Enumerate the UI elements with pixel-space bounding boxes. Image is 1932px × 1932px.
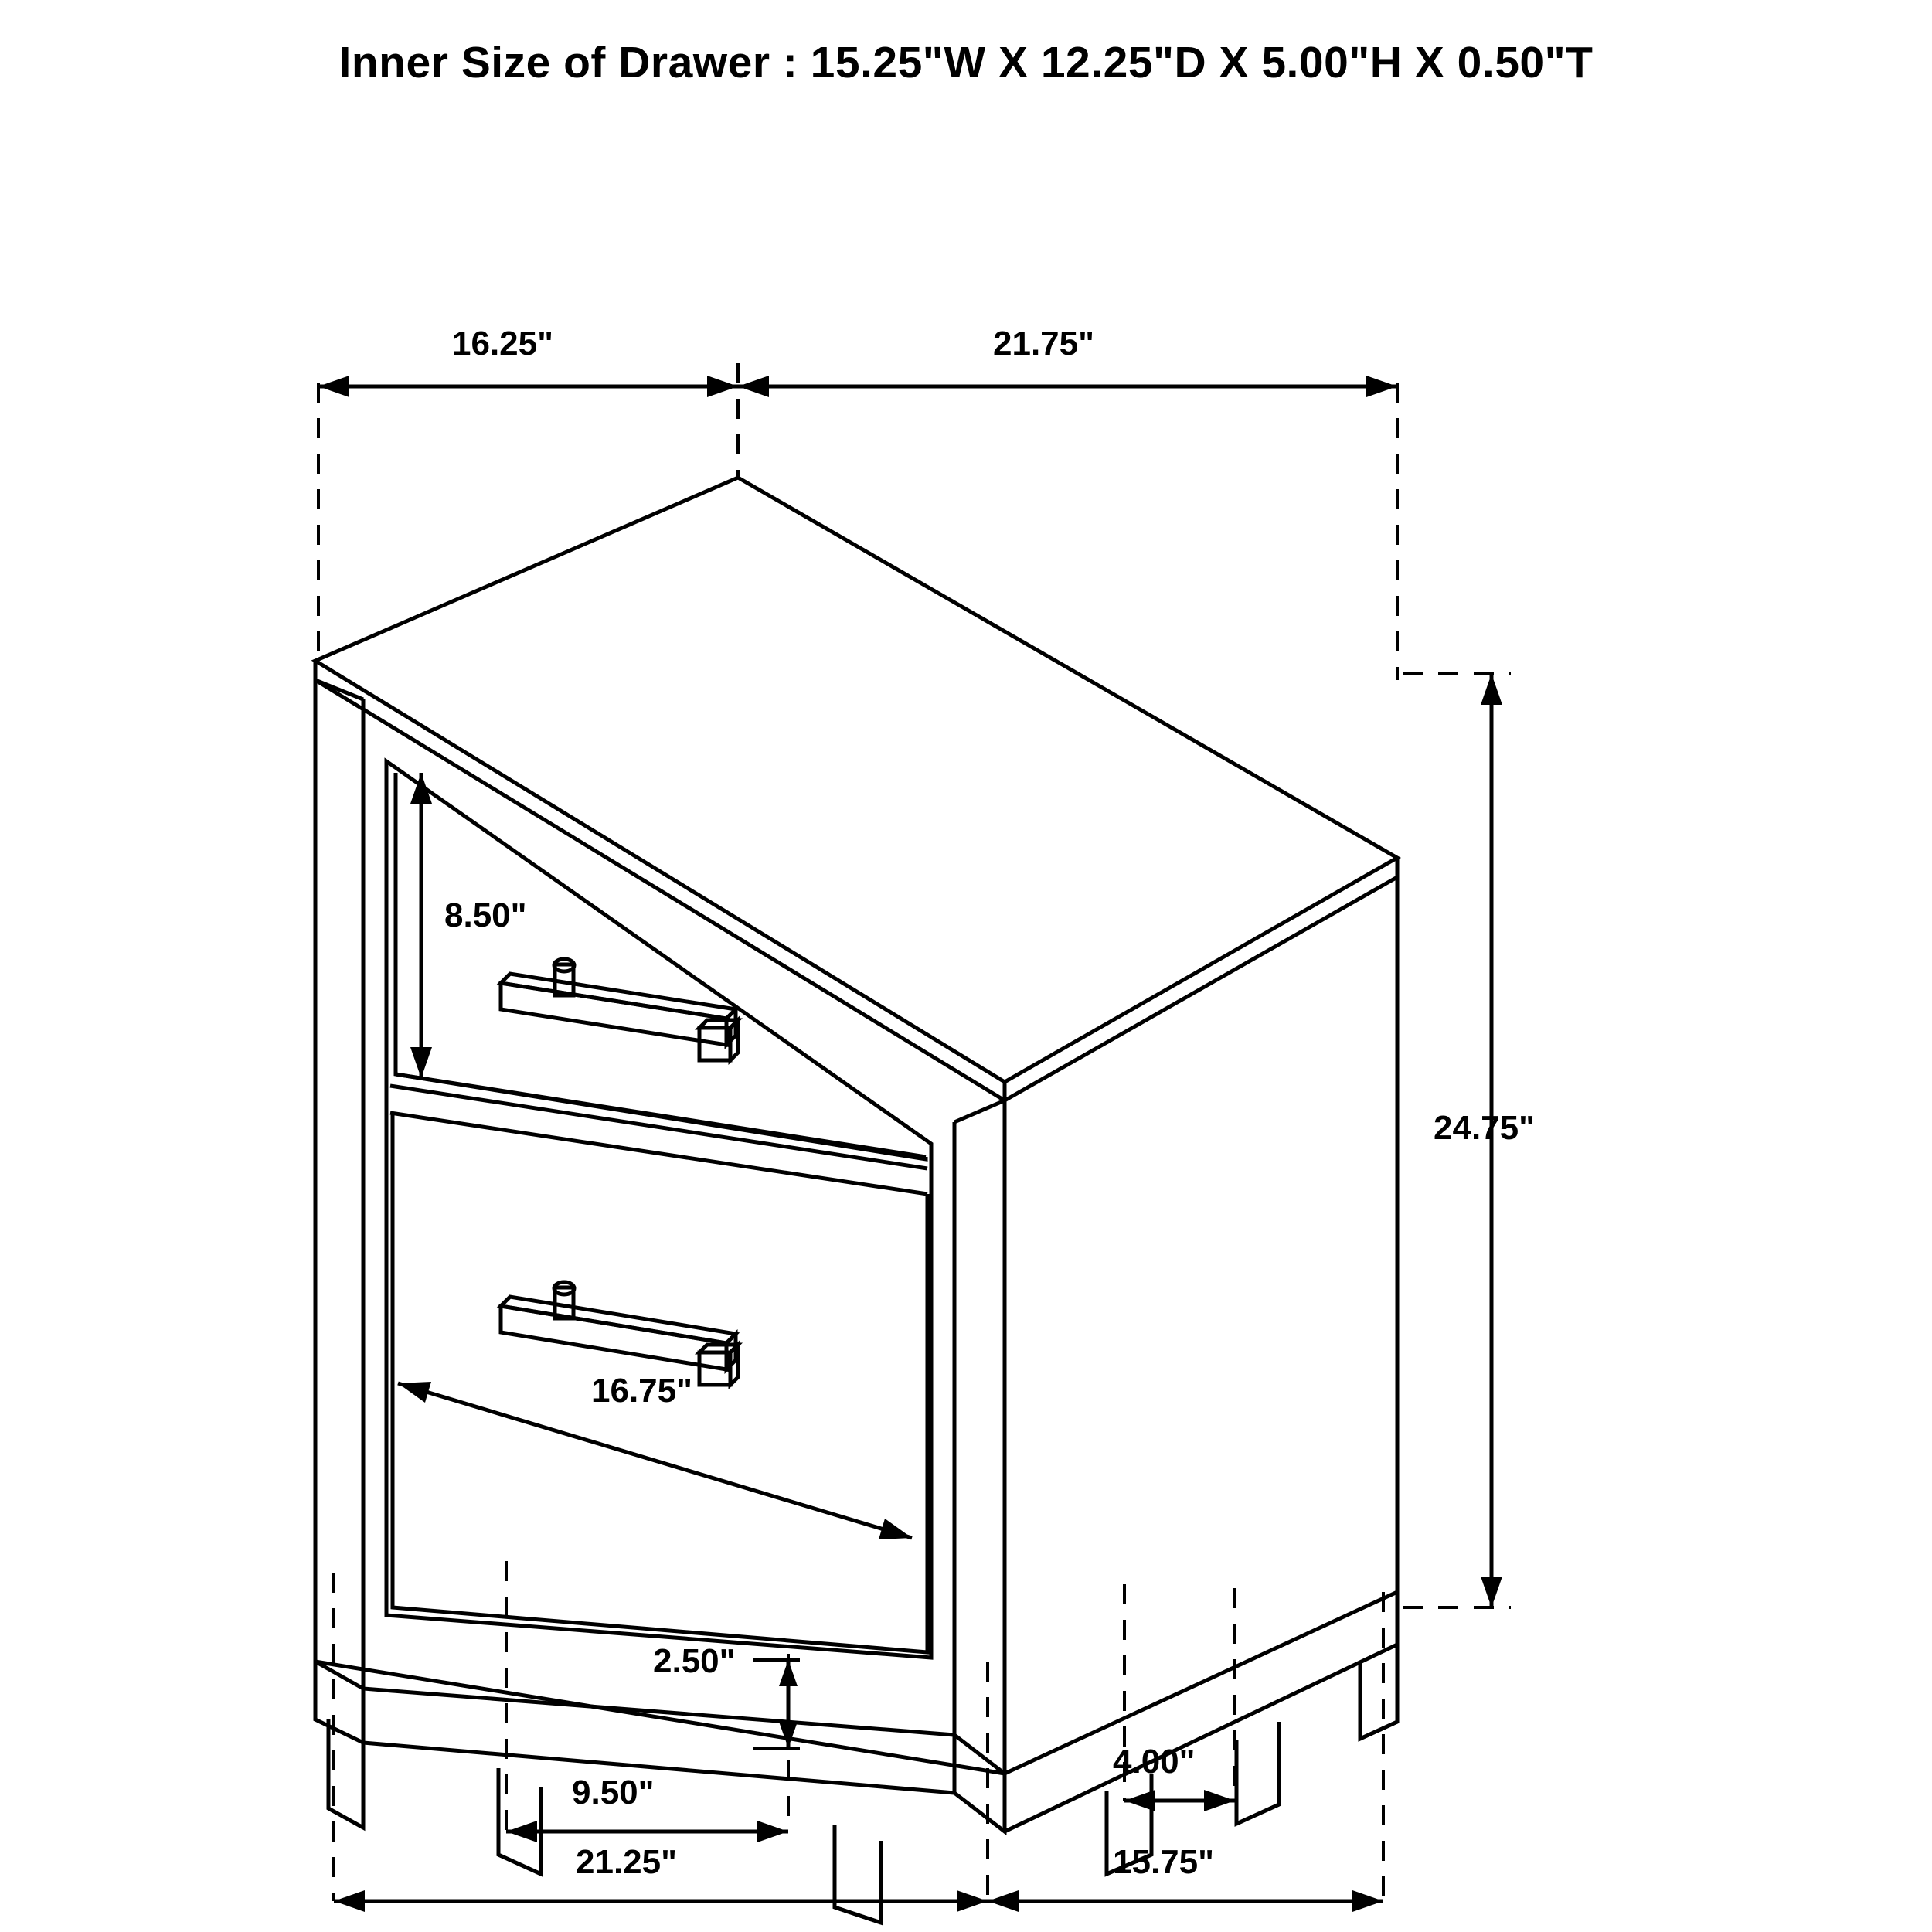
top-dimension-line xyxy=(318,376,1397,397)
label-overall-height: 24.75" xyxy=(1434,1109,1535,1147)
label-overall-depth: 15.75" xyxy=(1113,1843,1214,1881)
drawer-handle-upper xyxy=(501,959,738,1060)
label-drawer-front-height: 8.50" xyxy=(444,896,527,934)
label-leg-span-left: 9.50" xyxy=(572,1774,655,1811)
page-title: Inner Size of Drawer : 15.25"W X 12.25"D X 5.00"H X 0.50"T xyxy=(338,38,1594,87)
label-leg-width-right: 4.00" xyxy=(1113,1743,1196,1781)
dimension-leg-span-left xyxy=(506,1821,788,1842)
drawer-handle-lower xyxy=(501,1282,738,1385)
dimension-drawer-height xyxy=(410,773,432,1078)
label-overall-width: 21.25" xyxy=(576,1843,677,1881)
label-top-left-depth: 16.25" xyxy=(452,325,553,362)
label-top-right-width: 21.75" xyxy=(993,325,1094,362)
label-leg-height: 2.50" xyxy=(653,1642,736,1680)
dimension-leg-width-right xyxy=(1124,1790,1235,1811)
dimension-overall-width xyxy=(334,1890,988,1912)
dimension-overall-depth xyxy=(988,1890,1383,1912)
label-drawer-inner-width: 16.75" xyxy=(591,1372,692,1410)
